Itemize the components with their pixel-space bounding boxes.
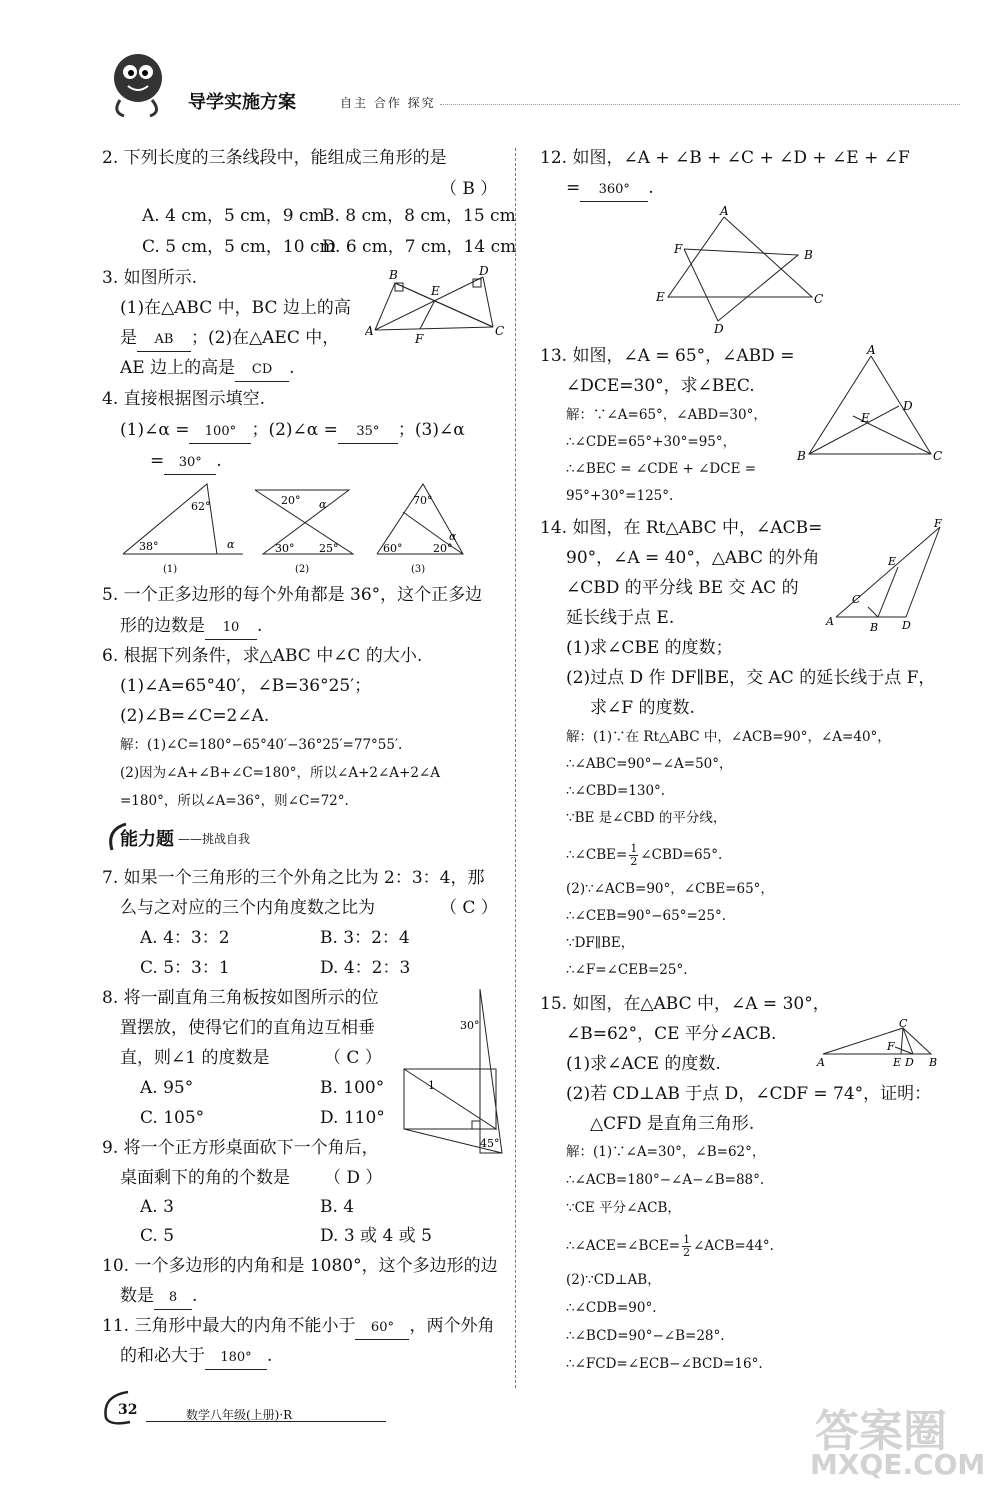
q14-solution4: ∵BE 是∠CBD 的平分线， [566,810,727,826]
q6-line1: 6. 根据下列条件，求△ABC 中∠C 的大小. [102,646,423,666]
column-divider [515,148,516,1388]
q13-label-a: A [867,343,876,357]
q12-figure [650,205,830,335]
q14-figure [822,515,952,637]
q6-solution3: =180°，所以∠A=36°，则∠C=72°. [120,793,349,809]
q11-line2: 的和必大于 180° . [120,1345,272,1370]
q13-label-b: B [797,449,806,463]
q3-label-b: B [389,268,398,282]
q8-line2: 置摆放，使得它们的直角边互相垂 [120,1018,375,1038]
q8-angle-1: 1 [428,1079,435,1092]
q7-answer: （ C ） [440,898,498,918]
q7-line1: 7. 如果一个三角形的三个外角之比为 2：3：4，那 [102,868,485,888]
q15-solution8: ∴∠FCD=∠ECB−∠BCD=16°. [566,1356,763,1372]
q9-option-d: D. 3 或 4 或 5 [320,1226,432,1246]
q4-caption-3: (3) [411,564,426,575]
q3-label-f: F [415,332,424,346]
q14-solution8: ∵DF∥BE， [566,935,635,951]
q3-label-e: E [431,284,440,298]
q3-blank1: AB [137,329,191,352]
q9-option-c: C. 5 [140,1226,175,1246]
mascot-icon [100,50,175,122]
q13-figure [795,342,945,467]
q15-solution6: ∴∠CDB=90°. [566,1300,657,1316]
q15-label-c: C [899,1018,908,1030]
q9-line2: 桌面剩下的角的个数是 [120,1168,290,1188]
q11-line1: 11. 三角形中最大的内角不能小于 60° ，两个外角 [102,1315,494,1340]
q13-label-d: D [903,399,913,413]
q7-option-d: D. 4：2：3 [320,958,411,978]
q8-angle-30: 30° [460,1019,480,1032]
q10-line1: 10. 一个多边形的内角和是 1080°，这个多边形的边 [102,1256,498,1276]
q12-label-e: E [656,290,665,304]
q11-blank1: 60° [355,1317,409,1340]
q4-blank3: 30° [164,452,216,475]
q8-option-b: B. 100° [320,1078,385,1098]
q12-label-d: D [714,322,724,335]
footer-rule [146,1421,386,1422]
q2-answer: （ B ） [440,179,498,199]
q4-caption-2: (2) [295,564,310,575]
q13-solution2: ∴∠CDE=65°+30°=95°， [566,434,737,450]
footer [100,1388,400,1428]
q14-solution2: ∴∠ABC=90°−∠A=50°， [566,756,733,772]
q3-figure [365,265,505,347]
section-header [104,820,344,854]
q13-line1: 13. 如图，∠A = 65°，∠ABD = [540,346,795,366]
q4-angle-20b: 20° [433,542,453,555]
q5-line2: 形的边数是 10 . [120,615,262,640]
q12-label-a: A [720,205,729,218]
q3-blank2: CD [235,359,289,382]
q3-label-d: D [479,265,489,278]
q2-option-d: D. 6 cm，7 cm，14 cm [322,237,517,257]
q4-angle-60: 60° [383,542,403,555]
q14-fraction: $\frac{1}{2}$ [630,842,638,868]
q12-label-b: B [804,248,813,262]
q8-option-d: D. 110° [320,1108,385,1128]
header-subtitle: 自主 合作 探究 [340,96,436,110]
q8-answer: （ C ） [324,1048,382,1068]
q15-label-b: B [929,1056,938,1069]
q4-blank2: 35° [338,421,398,444]
q10-line2: 数是 8 . [120,1285,197,1310]
q3-line1: 3. 如图所示. [102,268,198,288]
q2-option-b: B. 8 cm，8 cm，15 cm [322,206,516,226]
q7-option-a: A. 4：3：2 [140,928,230,948]
q15-line3: (1)求∠ACE 的度数. [566,1054,721,1074]
q4-angle-38: 38° [139,540,159,553]
q5-line1: 5. 一个正多边形的每个外角都是 36°，这个正多边 [102,585,483,605]
q6-solution2: (2)因为∠A+∠B+∠C=180°，所以∠A+2∠A+2∠A [120,765,440,781]
q14-solution9: ∴∠F=∠CEB=25°. [566,962,688,978]
section-title: 能力题 [120,829,174,850]
q15-solution7: ∴∠BCD=90°−∠B=28°. [566,1328,725,1344]
q8-line1: 8. 将一副直角三角板按如图所示的位 [102,988,379,1008]
q14-label-d: D [902,619,911,632]
q14-line2: 90°，∠A = 40°，△ABC 的外角 [566,548,820,568]
q14-solution6: (2)∵∠ACB=90°，∠CBE=65°， [566,881,774,897]
q4-angle-20a: 20° [281,494,301,507]
header-title: 导学实施方案 [188,92,296,113]
q15-line1: 15. 如图，在△ABC 中，∠A = 30°， [540,994,830,1014]
q13-line2: ∠DCE=30°，求∠BEC. [566,376,755,396]
q8-option-a: A. 95° [140,1078,194,1098]
q14-solution1: 解：(1)∵在 Rt△ABC 中，∠ACB=90°，∠A=40°， [566,729,891,745]
q13-solution1: 解：∵∠A=65°，∠ABD=30°， [566,407,767,423]
q14-label-e: E [888,555,897,568]
q13-solution4: 95°+30°=125°. [566,488,674,504]
q8-angle-45: 45° [480,1137,500,1150]
q10-blank: 8 [154,1287,192,1310]
q12-line2: = 360° . [566,177,654,202]
q7-option-c: C. 5：3：1 [140,958,230,978]
q4-line2: (1)∠α = 100° ；(2)∠α = 35° ；(3)∠α [120,419,465,444]
book-title: 数学八年级(上册)·R [186,1408,293,1422]
q3-label-a: A [365,324,374,338]
q14-line4: 延长线于点 E. [566,608,675,628]
q4-angle-62: 62° [191,500,211,513]
page-number: 32 [118,1402,138,1418]
q14-line6: (2)过点 D 作 DF∥BE，交 AC 的延长线于点 F， [566,668,936,688]
q3-label-c: C [495,324,505,338]
q4-blank1: 100° [189,421,251,444]
q15-solution1: 解：(1)∵∠A=30°，∠B=62°， [566,1144,766,1160]
q11-blank2: 180° [205,1347,267,1370]
q15-solution5: (2)∵CD⊥AB， [566,1272,661,1288]
q3-line4: AE 边上的高是 CD . [120,357,295,382]
q4-angle-30: 30° [275,542,295,555]
q2-option-c: C. 5 cm，5 cm，10 cm [142,237,336,257]
q4-alpha-1: α [227,538,235,551]
q15-line2: ∠B=62°，CE 平分∠ACB. [566,1024,777,1044]
q12-blank: 360° [580,179,648,202]
q14-line7: 求∠F 的度数. [590,698,695,718]
watermark-url: MXQE.COM [810,1448,986,1481]
q4-line3: = 30° . [150,450,222,475]
q14-solution7: ∴∠CEB=90°−65°=25°. [566,908,727,924]
q15-figure [815,1018,950,1074]
q2-text: 2. 下列长度的三条线段中，能组成三角形的是 [102,148,447,168]
q2-option-a: A. 4 cm，5 cm，9 cm [142,206,325,226]
q15-solution3: ∵CE 平分∠ACB， [566,1200,681,1216]
q14-label-f: F [934,517,942,530]
q12-label-c: C [814,292,824,306]
q8-figure [398,985,506,1170]
q15-label-e: E [893,1056,902,1069]
q13-solution3: ∴∠BEC = ∠CDE + ∠DCE = [566,461,757,477]
q15-line4: (2)若 CD⊥AB 于点 D，∠CDF = 74°，证明： [566,1084,932,1104]
section-subtitle: ——挑战自我 [178,832,251,846]
q3-line3: 是 AB ；(2)在△AEC 中， [120,327,339,352]
q13-label-e: E [861,411,870,425]
q14-label-b: B [870,621,879,634]
q9-option-a: A. 3 [140,1197,174,1217]
q14-line5: (1)求∠CBE 的度数； [566,638,733,658]
watermark-logo: 答案圈 [815,1406,947,1457]
q4-angle-70: 70° [413,494,433,507]
q14-label-a: A [826,615,834,628]
q4-angle-25: 25° [319,542,339,555]
q4-alpha-3: α [449,530,457,543]
header-rule [440,104,960,105]
q12-line1: 12. 如图，∠A + ∠B + ∠C + ∠D + ∠E + ∠F [540,148,910,168]
q4-figures [115,478,510,578]
q14-solution5: ∴∠CBE= $\frac{1}{2}$ ∠CBD=65°. [566,842,723,868]
q5-blank: 10 [205,617,257,640]
q15-label-d: D [905,1056,914,1069]
q9-option-b: B. 4 [320,1197,355,1217]
q14-solution3: ∴∠CBD=130°. [566,783,666,799]
q15-fraction: $\frac{1}{2}$ [683,1233,691,1259]
q6-line3: (2)∠B=∠C=2∠A. [120,706,270,726]
q15-line5: △CFD 是直角三角形. [590,1114,755,1134]
q9-line1: 9. 将一个正方形桌面砍下一个角后， [102,1138,379,1158]
q4-line1: 4. 直接根据图示填空. [102,389,266,409]
header [100,50,960,120]
q15-label-f: F [887,1040,895,1053]
q9-answer: （ D ） [324,1168,383,1188]
q7-option-b: B. 3：2：4 [320,928,410,948]
q8-option-c: C. 105° [140,1108,205,1128]
q15-solution2: ∴∠ACB=180°−∠A−∠B=88°. [566,1172,765,1188]
q15-solution4: ∴∠ACE=∠BCE= $\frac{1}{2}$ ∠ACB=44°. [566,1233,774,1259]
q7-line2: 么与之对应的三个内角度数之比为 [120,898,375,918]
q14-line1: 14. 如图，在 Rt△ABC 中，∠ACB= [540,518,823,538]
q14-line3: ∠CBD 的平分线 BE 交 AC 的 [566,578,799,598]
q15-label-a: A [817,1056,825,1069]
q6-solution1: 解：(1)∠C=180°−65°40′−36°25′=77°55′. [120,737,403,753]
q4-caption-1: (1) [163,564,178,575]
q6-line2: (1)∠A=65°40′，∠B=36°25′； [120,676,372,696]
q13-label-c: C [933,449,943,463]
q12-label-f: F [674,242,683,256]
q4-alpha-2: α [319,498,327,511]
q8-line3: 直，则∠1 的度数是 [120,1048,270,1068]
q3-line2: (1)在△ABC 中，BC 边上的高 [120,298,351,318]
q14-label-c: C [852,593,861,606]
